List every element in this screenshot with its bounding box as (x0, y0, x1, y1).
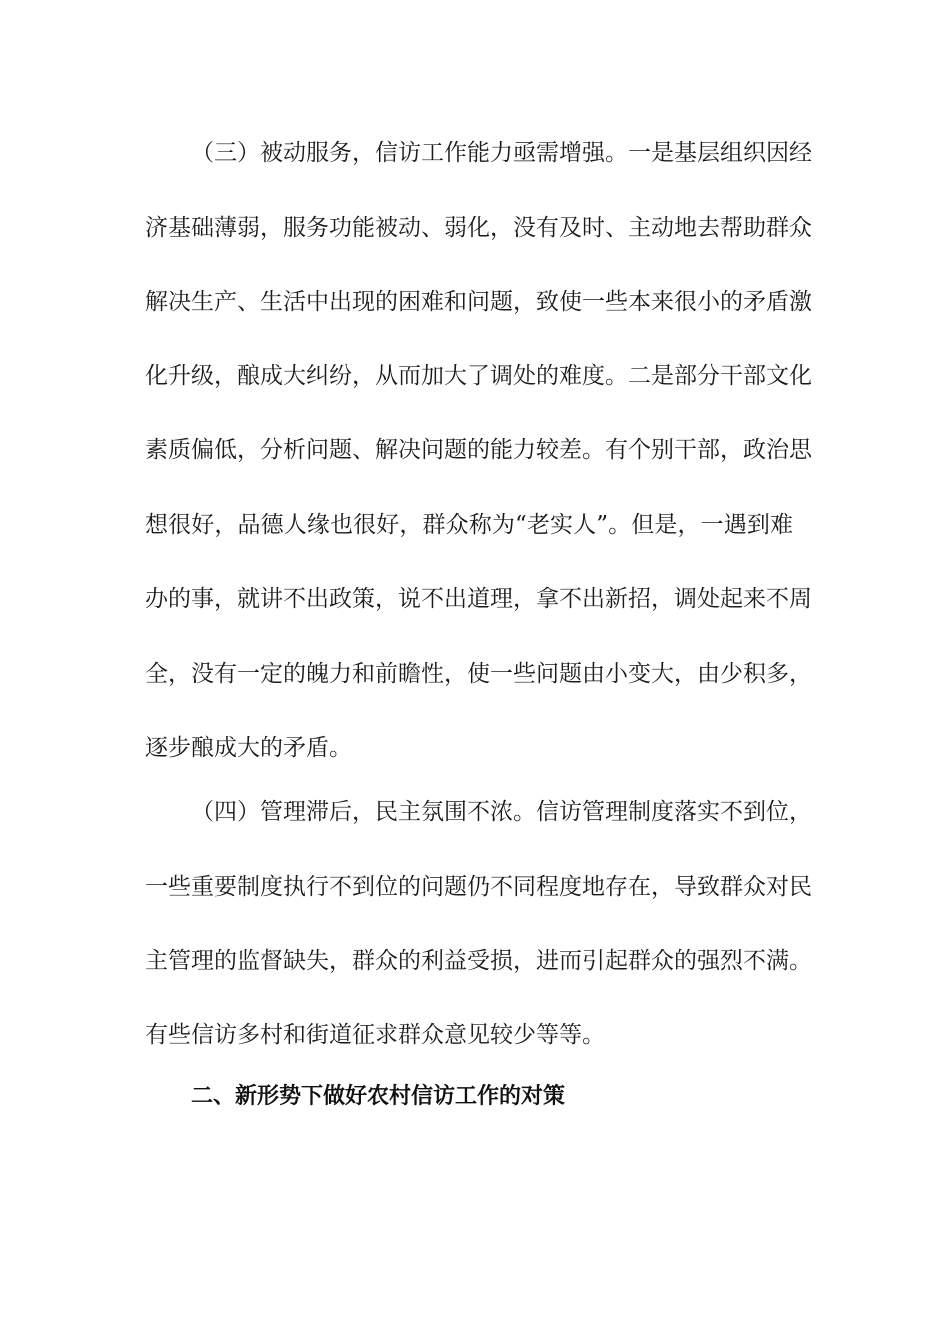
paragraph-line: 素质偏低，分析问题、解决问题的能力较差。有个别干部，政治思 (145, 437, 812, 463)
paragraph-line: （三）被动服务，信访工作能力亟需增强。一是基层组织因经 (191, 140, 812, 166)
paragraph-line: 全，没有一定的魄力和前瞻性，使一些问题由小变大，由少积多， (145, 661, 812, 687)
paragraph-line: 办的事，就讲不出政策，说不出道理，拿不出新招，调处起来不周 (145, 586, 812, 612)
paragraph-line: 有些信访多村和街道征求群众意见较少等等。 (145, 1022, 605, 1048)
paragraph-line: 济基础薄弱，服务功能被动、弱化，没有及时、主动地去帮助群众 (145, 215, 812, 241)
paragraph-line: 一些重要制度执行不到位的问题仍不同程度地存在，导致群众对民 (145, 874, 812, 900)
paragraph-line: 化升级，酿成大纠纷，从而加大了调处的难度。二是部分干部文化 (145, 363, 812, 389)
paragraph-line: 逐步酿成大的矛盾。 (145, 735, 352, 761)
paragraph-line: （四）管理滞后，民主氛围不浓。信访管理制度落实不到位， (191, 799, 812, 825)
paragraph-line: 想很好，品德人缘也很好，群众称为“老实人”。但是，一遇到难 (145, 512, 793, 538)
paragraph-line: 主管理的监督缺失，群众的利益受损，进而引起群众的强烈不满。 (145, 948, 812, 974)
section-heading: 二、新形势下做好农村信访工作的对策 (191, 1084, 566, 1109)
paragraph-line: 解决生产、生活中出现的困难和问题，致使一些本来很小的矛盾激 (145, 289, 812, 315)
